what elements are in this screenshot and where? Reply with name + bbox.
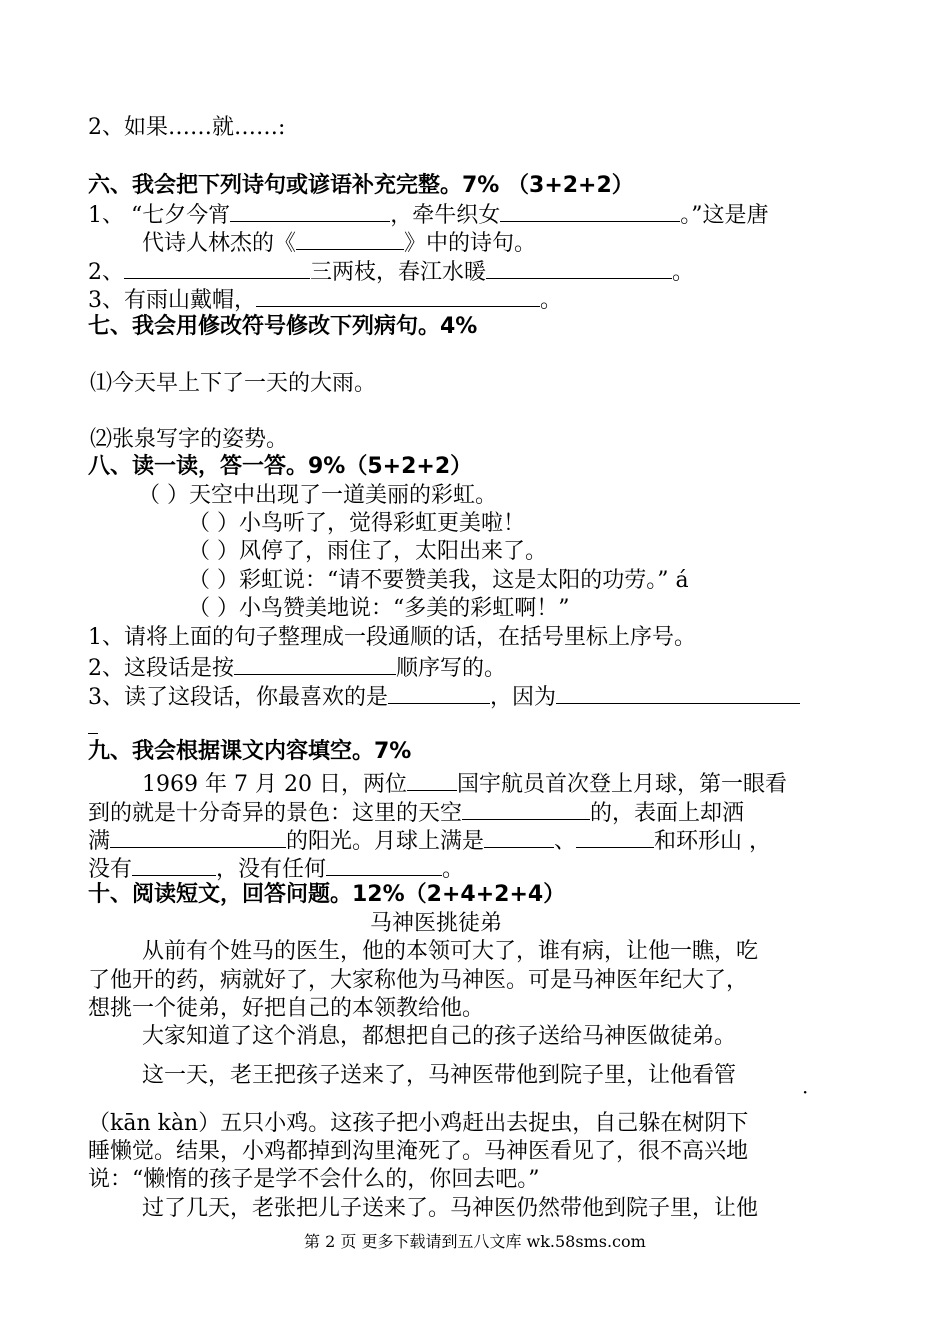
text: 和环形山 ， bbox=[654, 829, 772, 854]
text: 没有 bbox=[88, 857, 133, 882]
answer-blank[interactable] bbox=[407, 768, 457, 791]
text: ，因为 bbox=[490, 685, 557, 710]
section6-line4 bbox=[88, 284, 562, 315]
story-line: 从前有个姓马的医生，他的本领可大了，谁有病，让他一瞧，吃 bbox=[142, 939, 759, 964]
text: ，没有任何 bbox=[216, 857, 327, 882]
text: 顺序写的。 bbox=[396, 656, 507, 681]
text: 代诗人林杰的《 bbox=[142, 231, 297, 256]
text: 2、 bbox=[88, 260, 124, 285]
page-footer: 第 2 页 更多下载请到五八文库 wk.58sms.com bbox=[304, 1232, 646, 1251]
answer-blank[interactable] bbox=[256, 284, 540, 307]
story-line: 了他开的药，病就好了，大家称他为马神医。可是马神医年纪大了， bbox=[88, 968, 749, 993]
story-line: 大家知道了这个消息，都想把自己的孩子送给马神医做徒弟。 bbox=[142, 1024, 737, 1049]
answer-blank[interactable] bbox=[234, 652, 396, 675]
section9-line2 bbox=[88, 797, 744, 828]
story-line: （kān kàn）五只小鸡。这孩子把小鸡赶出去捉虫，自己躲在树阴下 bbox=[88, 1111, 749, 1136]
section6-heading: 六、我会把下列诗句或谚语补充完整。7% （3+2+2） bbox=[88, 173, 634, 198]
answer-blank[interactable] bbox=[132, 853, 216, 876]
answer-blank[interactable] bbox=[124, 256, 310, 279]
text: 》中的诗句。 bbox=[404, 231, 537, 256]
text: 。 bbox=[442, 857, 465, 882]
story-line: 这一天，老王把孩子送来了，马神医带他到院子里，让他看管 bbox=[142, 1063, 737, 1088]
order-row-4: （ ）彩虹说：“请不要赞美我，这是太阳的功劳。” á bbox=[188, 568, 689, 593]
sick-sentence-1: ⑴今天早上下了一天的大雨。 bbox=[90, 371, 377, 396]
text: 1969 年 7 月 20 日，两位 bbox=[142, 772, 407, 797]
text: 国宇航员首次登上月球，第一眼看 bbox=[456, 772, 787, 797]
order-row-1: （ ）天空中出现了一道美丽的彩虹。 bbox=[138, 483, 497, 508]
text: 满 bbox=[88, 829, 111, 854]
text: ，牵牛织女 bbox=[390, 203, 501, 228]
section8-question-3 bbox=[88, 681, 800, 712]
answer-blank[interactable] bbox=[484, 825, 554, 848]
section7-heading: 七、我会用修改符号修改下列病句。4% bbox=[88, 314, 478, 339]
section6-line1 bbox=[88, 199, 769, 230]
order-row-3: （ ）风停了，雨住了，太阳出来了。 bbox=[188, 539, 547, 564]
text: 的阳光。月球上满是 bbox=[286, 829, 485, 854]
section9-heading: 九、我会根据课文内容填空。7% bbox=[88, 739, 412, 764]
text: 三两枝，春江水暖 bbox=[310, 260, 487, 285]
answer-blank-continuation bbox=[88, 733, 98, 734]
section5-item-2: 2、如果……就……: bbox=[88, 115, 286, 140]
answer-blank[interactable] bbox=[230, 199, 390, 222]
answer-blank[interactable] bbox=[500, 199, 680, 222]
answer-blank[interactable] bbox=[296, 227, 404, 250]
story-title: 马神医挑徒弟 bbox=[370, 911, 503, 936]
text: 。 bbox=[672, 260, 695, 285]
section10-heading: 十、阅读短文，回答问题。12%（2+4+2+4） bbox=[88, 882, 566, 907]
answer-blank[interactable] bbox=[326, 853, 442, 876]
order-row-5: （ ）小鸟赞美地说：“多美的彩虹啊！” bbox=[188, 596, 570, 621]
text: 3、读了这段话，你最喜欢的是 bbox=[88, 685, 388, 710]
section9-line1 bbox=[142, 768, 787, 799]
order-row-2: （ ）小鸟听了，觉得彩虹更美啦！ bbox=[188, 511, 525, 536]
section8-question-1: 1、请将上面的句子整理成一段通顺的话，在括号里标上序号。 bbox=[88, 625, 696, 650]
text: 2、这段话是按 bbox=[88, 656, 234, 681]
story-line: 过了几天，老张把儿子送来了。马神医仍然带他到院子里，让他 bbox=[142, 1196, 759, 1221]
text: 1、 “七夕今宵 bbox=[88, 203, 231, 228]
answer-blank[interactable] bbox=[486, 256, 672, 279]
text: 、 bbox=[554, 829, 577, 854]
story-line: 说：“懒惰的孩子是学不会什么的，你回去吧。” bbox=[88, 1167, 540, 1192]
answer-blank[interactable] bbox=[556, 681, 800, 704]
answer-blank[interactable] bbox=[462, 797, 590, 820]
text: 到的就是十分奇异的景色：这里的天空 bbox=[88, 801, 463, 826]
answer-blank[interactable] bbox=[388, 681, 490, 704]
story-line: 想挑一个徒弟，好把自己的本领教给他。 bbox=[88, 996, 485, 1021]
text: 3、有雨山戴帽， bbox=[88, 288, 256, 313]
text: 。 bbox=[540, 288, 563, 313]
section6-line3 bbox=[88, 256, 694, 287]
section6-line2 bbox=[142, 227, 536, 258]
emphasis-dot: · bbox=[802, 1080, 809, 1104]
section8-question-2 bbox=[88, 652, 506, 683]
section9-line3 bbox=[88, 825, 771, 856]
section9-line4 bbox=[88, 853, 464, 884]
sick-sentence-2: ⑵张泉写字的姿势。 bbox=[90, 427, 289, 452]
text: 的，表面上却洒 bbox=[590, 801, 745, 826]
story-line: 睡懒觉。结果，小鸡都掉到沟里淹死了。马神医看见了，很不高兴地 bbox=[88, 1139, 749, 1164]
text: 。”这是唐 bbox=[680, 203, 769, 228]
answer-blank[interactable] bbox=[110, 825, 286, 848]
section8-heading: 八、读一读，答一答。9%（5+2+2） bbox=[88, 454, 473, 479]
answer-blank[interactable] bbox=[576, 825, 654, 848]
